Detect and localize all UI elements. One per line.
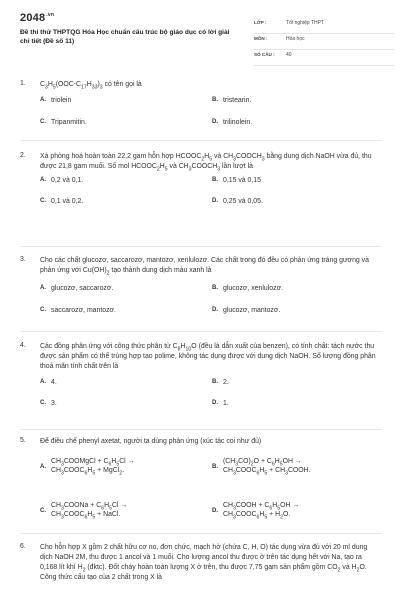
option-label: B. (212, 464, 218, 470)
option-b[interactable] (212, 378, 382, 387)
option-a[interactable] (40, 284, 210, 293)
option-label: A. (40, 97, 46, 103)
option-a[interactable] (40, 176, 210, 185)
option-d[interactable] (212, 118, 382, 127)
option-d[interactable] (212, 399, 382, 408)
option-text: 3. (51, 400, 57, 407)
question-3 (20, 256, 380, 320)
question-number: 6. (20, 543, 26, 550)
meta-row-subject (254, 34, 394, 50)
option-label: A. (40, 464, 46, 470)
question-text: $C_3H_5(OOC-C_{17}H_{33})_3$ có tên gọi là (40, 81, 142, 91)
question-divider (20, 246, 382, 247)
option-formula-1: $CH_3COOH + C_6H_5OH$ → (223, 502, 300, 512)
option-c[interactable] (40, 197, 210, 206)
option-c[interactable] (40, 501, 210, 519)
question-options (40, 447, 380, 529)
option-text: 0,1 và 0,2. (51, 198, 84, 205)
option-text: 0,25 và 0,05. (223, 198, 263, 205)
option-text: glucozơ, saccarozơ. (51, 285, 114, 292)
option-d[interactable] (212, 501, 382, 519)
question-text: Xà phòng hoá hoàn toàn 22,2 gam hỗn hợp $HCOOC_2H_5$ và $CH_3COOCH_3$ bằng dung dịch NaOH vừa đủ, thu được 21,8 gam muối. Số mol $HCOOC_2H_5$ và $CH_3COOCH_3$ lần lượt là (40, 153, 372, 173)
meta-value: 40 (286, 52, 292, 58)
question-options (40, 372, 380, 412)
question-number: 2. (20, 152, 26, 159)
option-formula-2: $CH_3COOC_6H_5 + H_2O$. (223, 511, 291, 521)
option-a[interactable] (40, 378, 210, 387)
option-formula-2: $CH_3COOC_6H_5$ + NaCl. (51, 511, 121, 521)
logo-suffix: .vn (46, 12, 55, 19)
option-label: C. (40, 400, 46, 406)
question-text: Các đồng phân ứng với công thức phân tử $C_8H_{10}O$ (đều là dẫn xuất của benzen), có tính chất: tách nước thu được sản phẩm có thể trùng hợp tạo polime, không tác dụng được với dung dịch NaOH. Số lượng đồng phân thoả mãn tính chất trên là (40, 343, 376, 370)
question-4 (20, 342, 380, 412)
question-options (40, 90, 380, 136)
option-b[interactable] (212, 96, 382, 105)
exam-title: Đề thi thử THPTQG Hóa Học chuẩn cấu trúc bộ giáo dục có lời giải chi tiết (Đề số 11) (20, 29, 230, 45)
option-b[interactable] (212, 284, 382, 293)
option-label: A. (40, 285, 46, 291)
question-2 (20, 152, 380, 210)
option-label: B. (212, 177, 218, 183)
question-1 (20, 80, 380, 136)
option-label: C. (40, 307, 46, 313)
question-6 (20, 543, 380, 583)
option-label: D. (212, 400, 218, 406)
option-label: C. (40, 508, 46, 514)
option-label: B. (212, 97, 218, 103)
question-number: 5. (20, 437, 26, 444)
option-text: 4. (51, 379, 57, 386)
option-label: A. (40, 177, 46, 183)
question-divider (20, 533, 382, 534)
option-label: D. (212, 307, 218, 313)
option-label: D. (212, 198, 218, 204)
question-divider (20, 429, 382, 430)
option-formula-1: $(CH_3CO)_2O + C_6H_5OH$ → (223, 458, 302, 468)
option-b[interactable] (212, 457, 382, 475)
option-formula-1: $CH_3COOMgCl + C_6H_5Cl$ → (51, 458, 135, 468)
option-c[interactable] (40, 306, 210, 315)
meta-value: Tốt nghiệp THPT (286, 20, 324, 26)
meta-key: LỚP : (254, 20, 267, 25)
question-text: Cho các chất glucozơ, saccarozơ, mantozơ, xenlulozơ. Các chất trong đó đều có phản ứng tráng gương và phản ứng với $Cu(OH)_2$ tạo thành dung dịch màu xanh là (40, 257, 369, 277)
option-b[interactable] (212, 176, 382, 185)
option-label: B. (212, 285, 218, 291)
meta-value: Hóa học (286, 36, 305, 42)
option-text: 0,15 và 0,15 (223, 177, 261, 184)
option-text: Tripanmitin. (51, 119, 87, 126)
exam-meta (254, 18, 394, 66)
option-formula-2: $CH_3COOC_6H_5$ + $CH_3COOH$. (223, 467, 311, 477)
question-number: 3. (20, 256, 26, 263)
question-divider (20, 331, 382, 332)
question-number: 4. (20, 342, 26, 349)
logo-text: 2048 (20, 12, 46, 24)
option-a[interactable] (40, 457, 210, 475)
option-label: C. (40, 119, 46, 125)
option-formula-1: $CH_3COONa + C_6H_5Cl$ → (51, 502, 128, 512)
option-label: D. (212, 508, 218, 514)
option-label: A. (40, 379, 46, 385)
option-text: 2. (223, 379, 229, 386)
option-d[interactable] (212, 306, 382, 315)
option-label: D. (212, 119, 218, 125)
option-text: glucozơ, xenlulozơ. (223, 285, 283, 292)
exam-header (20, 12, 390, 62)
question-text: Cho hỗn hợp X gồm 2 chất hữu cơ no, đơn chức, mạch hở (chứa C, H, O) tác dụng vừa đủ với 20 ml dung dịch NaOH 2M, thu được 1 ancol và 1 muối. Cho lượng ancol thu được ở trên tác dụng hết với Na, tạo ra 0,168 lít khí $H_2$ (đktc). Đốt cháy hoàn toàn lượng X ở trên, thu được 7,75 gam sản phẩm gồm $CO_2$ và $H_2O$. Công thức cấu tạo của 2 chất trong X là (40, 544, 368, 581)
meta-key: MÔN : (254, 36, 268, 41)
option-d[interactable] (212, 197, 382, 206)
option-label: B. (212, 379, 218, 385)
option-a[interactable] (40, 96, 210, 105)
meta-row-class (254, 18, 394, 34)
meta-key: SỐ CÂU : (254, 52, 275, 57)
meta-row-count (254, 50, 394, 66)
question-divider (20, 140, 382, 141)
question-options (40, 276, 380, 320)
site-logo[interactable] (20, 12, 54, 24)
option-formula-2: $CH_3COOC_6H_5$ + MgCl$_2$. (51, 467, 125, 477)
option-text: 0,2 và 0,1. (51, 177, 84, 184)
option-text: 1. (223, 400, 229, 407)
question-5 (20, 437, 380, 529)
question-options (40, 172, 380, 210)
option-c[interactable] (40, 118, 210, 127)
option-text: trilinolein. (223, 119, 253, 126)
question-number: 1. (20, 80, 26, 87)
option-text: glucozơ, mantozơ. (223, 307, 281, 314)
option-text: triolein (51, 97, 72, 104)
option-text: saccarozơ, mantozơ. (51, 307, 116, 314)
question-text: Để điều chế phenyl axetat, người ta dùng phản ứng (xúc tác coi như đủ) (40, 438, 262, 445)
option-text: tristearin. (223, 97, 252, 104)
option-c[interactable] (40, 399, 210, 408)
option-label: C. (40, 198, 46, 204)
